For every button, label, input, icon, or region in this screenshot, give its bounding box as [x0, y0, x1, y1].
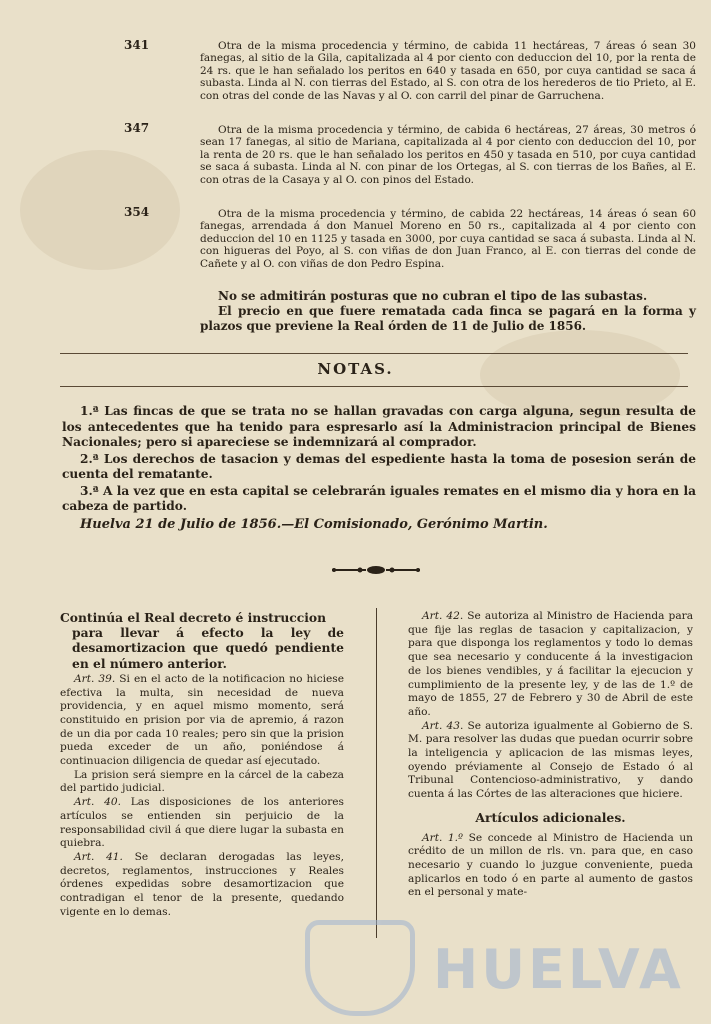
article-paragraph: La prision será siempre en la cárcel de la cabeza del partido judicial. [60, 768, 344, 795]
section-heading: Continúa el Real decreto é instruccion para llevar á efecto la ley de desamortizacion que quedó pendiente en el número anterior. [60, 610, 344, 671]
lot-description: Otra de la misma procedencia y término, de cabida 22 hectáreas, 14 áreas ó sean 60 fanegas, arrendada á don Manuel Moreno en 50 rs., capitalizada al 4 por ciento con deduccion del 10 en 1125 y tasada en 3000, por cuya cantidad se saca á subasta. Linda al N. con higueras del Poyo, al S. con viñas de don Juan Franco, al E. con tierras del conde de Cañete y al O. con viñas de don Pedro Espina. [200, 208, 696, 270]
note-item: 2.ª Los derechos de tasacion y demas del espediente hasta la toma de posesion serán de cuenta del rematante. [62, 451, 696, 481]
lot-number: 341 [124, 38, 150, 52]
divider-rule [60, 353, 688, 354]
note-item: 3.ª A la vez que en esta capital se celebrarán iguales remates en el mismo dia y hora en la cabeza de partido. [62, 483, 696, 513]
coat-of-arms-icon [305, 920, 415, 1016]
article-paragraph: Art. 43. Se autoriza igualmente al Gobierno de S. M. para resolver las dudas que puedan ocurrir sobre la inteligencia y aplicacion de las mismas leyes, oyendo préviamente al Consejo de Estado ó al Tribunal Contencioso-administrativo, y dando cuenta á las Córtes de las alteraciones que hiciere. [408, 719, 693, 801]
article-paragraph: Art. 1.º Se concede al Ministro de Hacienda un crédito de un millon de rls. vn. para que, en caso necesario y cuando lo juzgue conveniente, pueda aplicarlos en todo ó en parte al aumento de gastos en el personal y mate- [408, 831, 694, 899]
note-item: 1.ª Las fincas de que se trata no se hallan gravadas con carga alguna, segun resulta de los antecedentes que ha tenido para espresarlo así la Administracion principal de Bienes Nacionales; pero si apareciese se indemnizará al comprador. [62, 404, 696, 449]
lot-description: Otra de la misma procedencia y término, de cabida 6 hectáreas, 27 áreas, 30 metros ó sean 17 fanegas, al sitio de Mariana, capitalizada al 4 por ciento con deduccion del 10, por la renta de 20 rs. que le han señalado los peritos en 450 y tasada en 510, por cuya cantidad se saca á subasta. Linda al N. con pinar de los Ortegas, al S. con tierras de los Bañes, al E. con otras de la Casaya y al O. con pinos del Estado. [200, 124, 696, 186]
auction-conditions [200, 289, 696, 334]
notes-list [62, 404, 696, 516]
notes-title: NOTAS. [317, 360, 394, 378]
signature-line: Huelva 21 de Julio de 1856.—El Comisionado, Gerónimo Martin. [80, 517, 548, 532]
lot-description: Otra de la misma procedencia y término, de cabida 11 hectáreas, 7 áreas ó sean 30 fanegas, al sitio de la Gila, capitalizada al 4 por ciento con deduccion del 10, por la renta de 24 rs. que le han señalado los peritos en 640 y tasada en 650, por cuya cantidad se saca á subasta. Linda al N. con tierras del Estado, al S. con otra de los herederos de tio Prieto, al E. con otras del conde de las Navas y al O. con carril del pinar de Garruchena. [200, 40, 696, 102]
article-paragraph: Art. 40. Las disposiciones de los anteriores artículos se entienden sin perjuicio de la responsabilidad civil á que diere lugar la subasta en quiebra. [60, 796, 344, 850]
left-column [60, 610, 344, 919]
article-paragraph: Art. 41. Se declaran derogadas las leyes, decretos, reglamentos, instrucciones y Reales órdenes expedidas sobre desamortizacion que contradigan el tenor de la presente, quedando vigente en lo demas. [60, 850, 344, 918]
lot-number: 354 [124, 205, 150, 219]
condition-paragraph: No se admitirán posturas que no cubran el tipo de las subastas. [218, 289, 648, 303]
condition-paragraph: El precio en que fuere rematada cada finca se pagará en la forma y plazos que previene la Real órden de 11 de Julio de 1856. [200, 304, 696, 333]
paper-stain [20, 150, 180, 270]
section-subheading: Artículos adicionales. [475, 809, 626, 825]
divider-rule [60, 386, 688, 387]
archive-watermark [305, 920, 684, 1016]
ornament-icon [330, 563, 422, 577]
lot-number: 347 [124, 121, 150, 135]
article-paragraph: Art. 39. Si en el acto de la notificacion no hiciese efectiva la multa, sin necesidad de nueva providencia, y en aquel mismo momento, será constituido en prision por via de apremio, á razon de un dia por cada 10 reales; pero sin que la prision pueda exceder de un año, poniéndose á continuacion diligencia de quedar así ejecutado. [60, 672, 344, 768]
right-column [408, 610, 693, 900]
article-paragraph: Art. 42. Se autoriza al Ministro de Hacienda para que fije las reglas de tasacion y capitalizacion, y para que disponga los reglamentos y todo lo demas que sea necesario y conducente á la investigacion de los bienes vendibles, y á facilitar la ejecucion y cumplimiento de la presente ley, y de las de 1.º de mayo de 1855, 27 de Febrero y 30 de Abril de este año. [408, 610, 694, 718]
watermark-text: HUELVA [433, 938, 684, 1001]
column-divider [376, 608, 377, 938]
